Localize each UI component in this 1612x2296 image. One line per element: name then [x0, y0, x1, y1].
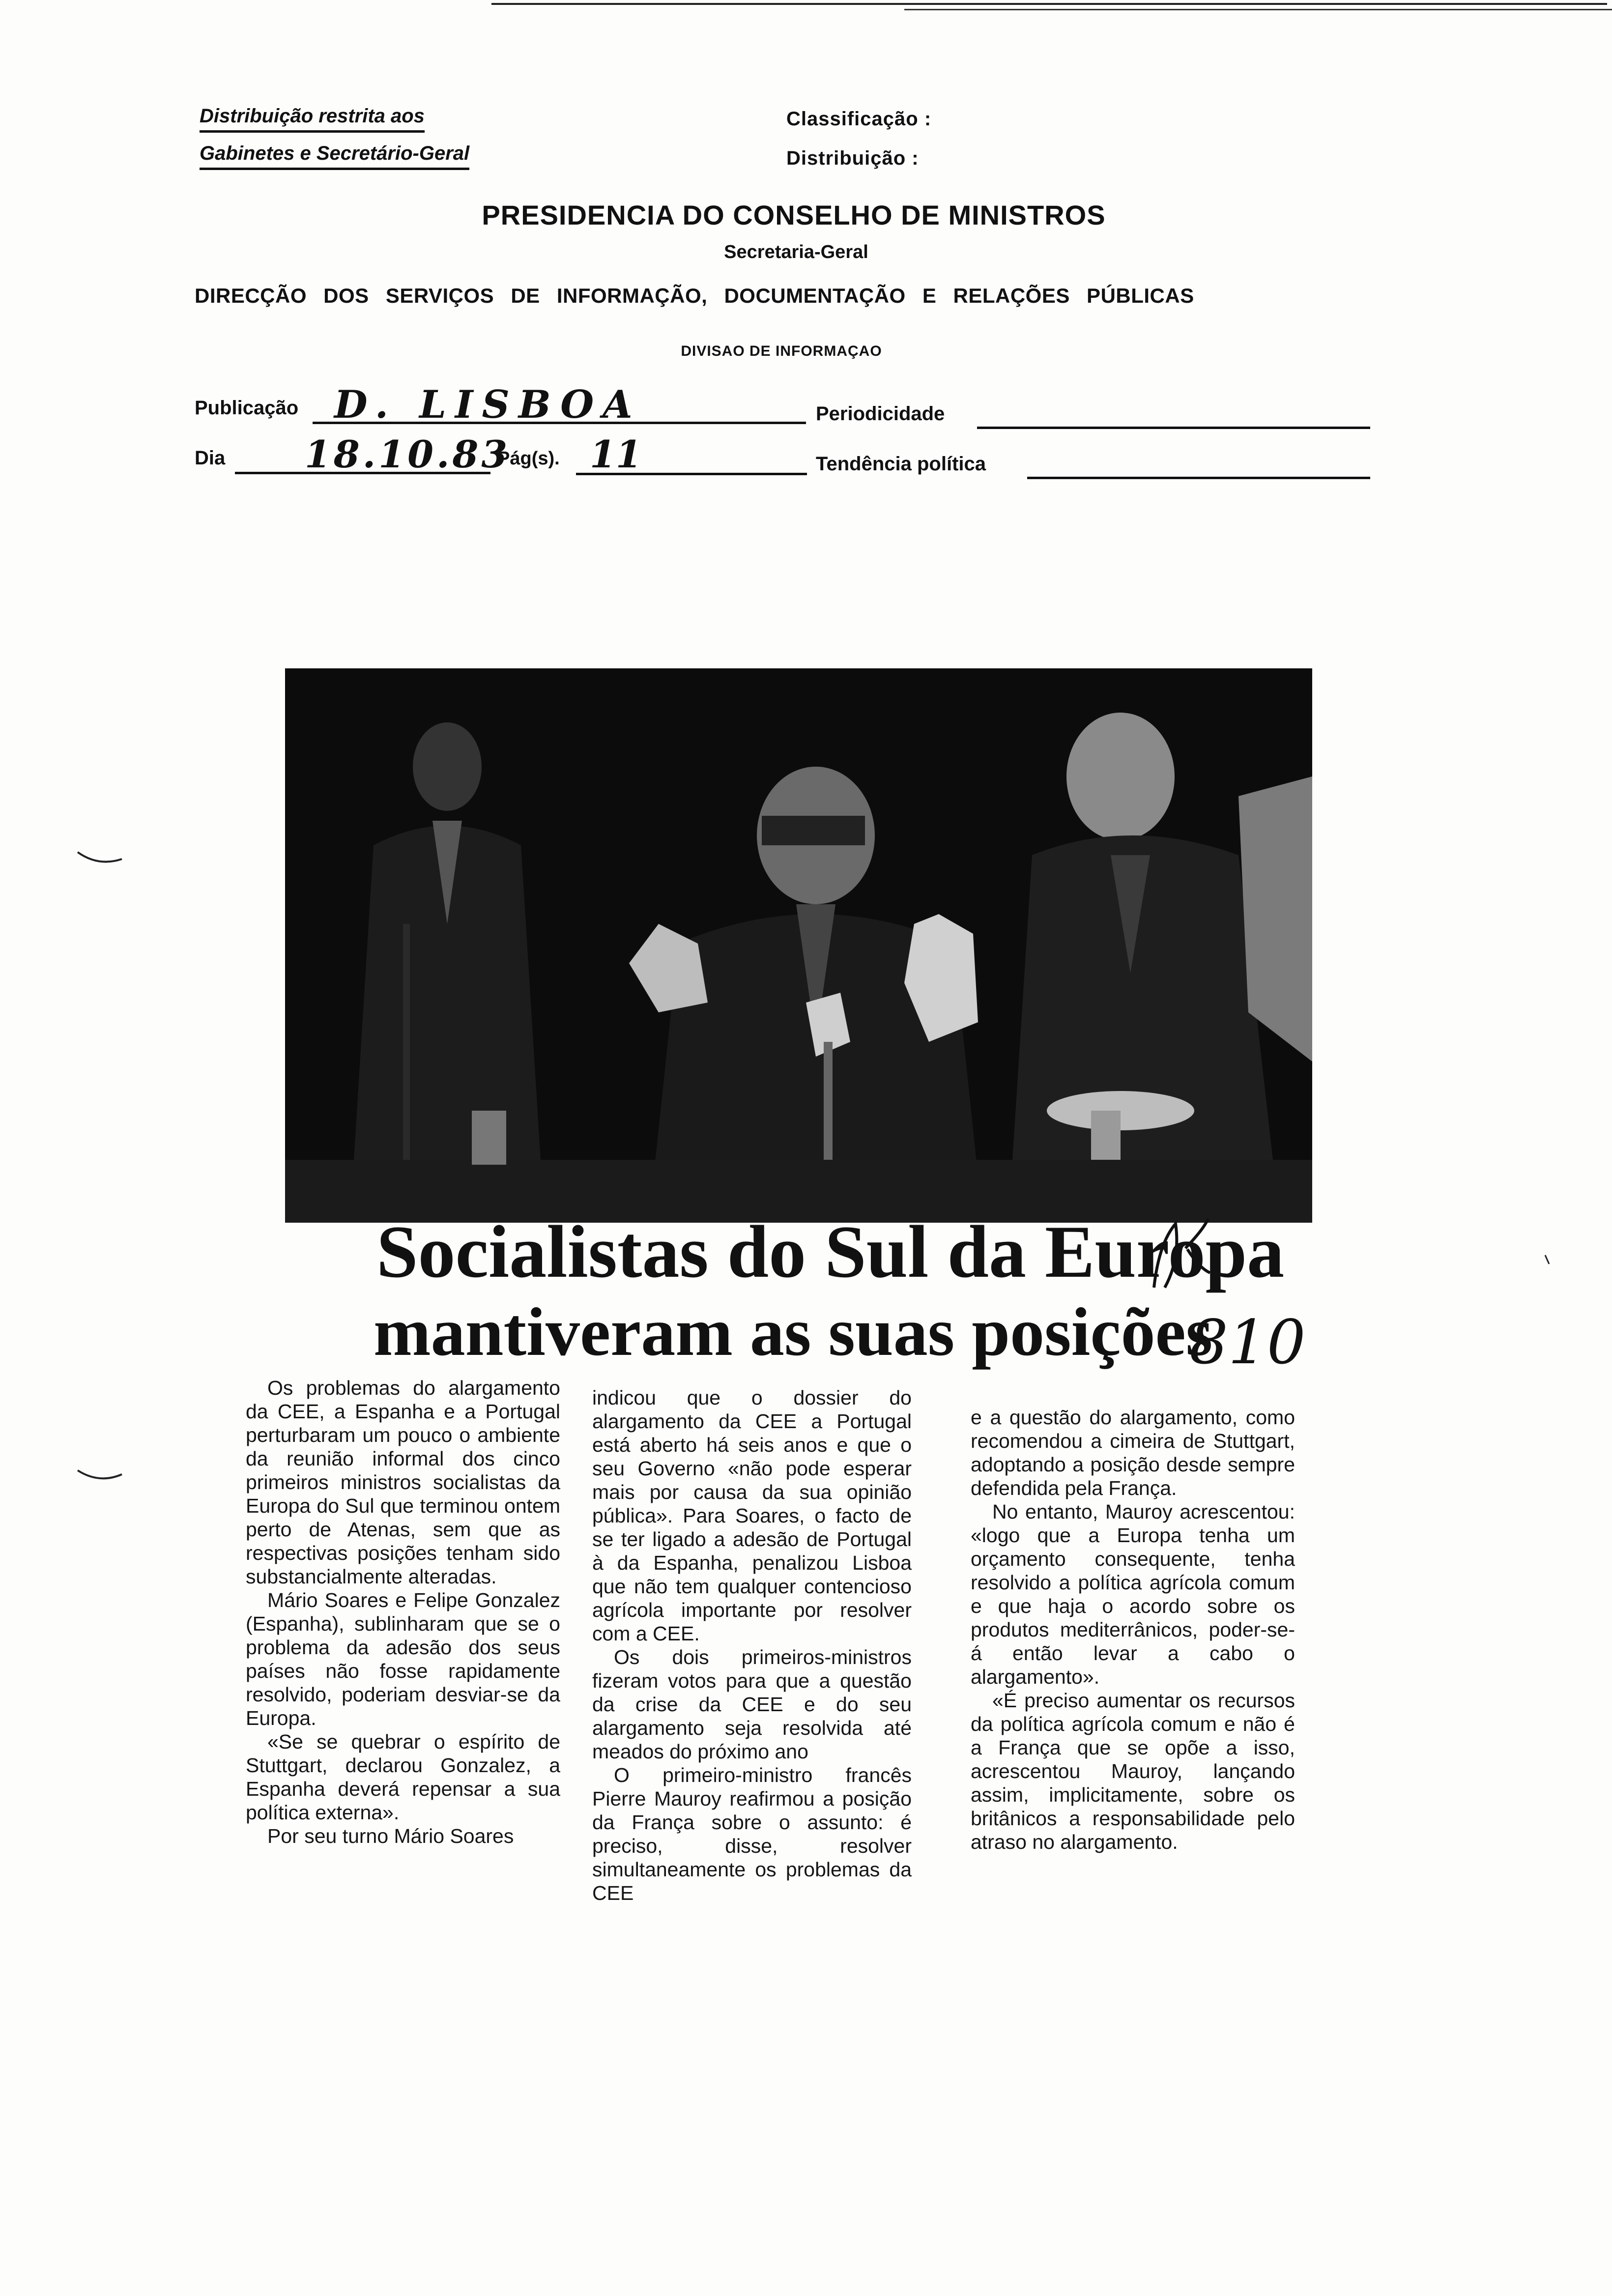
article-column-2	[592, 1386, 912, 1905]
distribution-note-line2: Gabinetes e Secretário-Geral	[200, 143, 469, 170]
handwritten-scribble	[1145, 1214, 1214, 1297]
ministry-title: PRESIDENCIA DO CONSELHO DE MINISTROS	[482, 200, 1106, 230]
publicacao-label: Publicação	[195, 397, 299, 419]
col2-paragraph-1: indicou que o dossier do alargamento da CEE a Portugal está aberto há seis anos e que o seu Governo «não pode esperar mais por causa da sua opinião pública». Para Soares, o facto de se ter ligado a adesão de Portugal à da Espanha, penalizou Lisboa que não tem qualquer contencioso agrícola importante por resolver com a CEE.	[592, 1386, 912, 1645]
news-photo	[285, 668, 1312, 1223]
headline-line2: mantiveram as suas posições	[374, 1294, 1213, 1370]
publicacao-handwritten: D. LISBOA	[334, 382, 641, 427]
tendencia-label: Tendência política	[816, 453, 986, 475]
division-title: DIVISAO DE INFORMAÇAO	[681, 343, 882, 359]
secretariat-title: Secretaria-Geral	[724, 242, 868, 262]
col2-paragraph-2: Os dois primeiros-ministros fizeram votos para que a questão da crise da CEE e do seu alargamento seja resolvida até meados do próximo ano	[592, 1646, 912, 1763]
headline-line1: Socialistas do Sul da Europa	[376, 1210, 1285, 1293]
article-column-1	[246, 1376, 560, 1848]
periodicidade-label: Periodicidade	[816, 403, 945, 425]
pag-handwritten: 11	[590, 432, 642, 476]
margin-scan-mark-1	[74, 845, 128, 875]
col3-paragraph-3: «É preciso aumentar os recursos da política agrícola comum e não é a França que se opõe a isso, acrescentou Mauroy, lançando assim, implicitamente, sobre os britânicos a responsabilidade pelo atraso no alargamento.	[971, 1689, 1295, 1853]
tendencia-line	[1027, 477, 1370, 479]
col2-paragraph-3: O primeiro-ministro francês Pierre Mauroy reafirmou a posição da França sobre o assunto: é preciso, disse, resolver simultaneamente os problemas da CEE	[592, 1764, 912, 1904]
article-column-3	[971, 1406, 1295, 1854]
col1-paragraph-4: Por seu turno Mário Soares	[267, 1825, 514, 1847]
periodicidade-line	[977, 427, 1370, 429]
col1-paragraph-2: Mário Soares e Felipe Gonzalez (Espanha), sublinharam que se o problema da adesão dos seus países não fosse rapidamente resolvido, poderiam desviar-se da Europa.	[246, 1589, 560, 1729]
col1-paragraph-1: Os problemas do alargamento da CEE, a Espanha e a Portugal perturbaram um pouco o ambiente da reunião informal dos cinco primeiros ministros socialistas da Europa do Sul que terminou ontem perto de Atenas, sem que as respectivas posições tenham sido substancialmente alteradas.	[246, 1377, 560, 1588]
col1-paragraph-3: «Se se quebrar o espírito de Stuttgart, declarou Gonzalez, a Espanha deverá repensar a sua política externa».	[246, 1730, 560, 1824]
col3-paragraph-1: e a questão do alargamento, como recomendou a cimeira de Stuttgart, adoptando a posição desde sempre defendida pela França.	[971, 1406, 1295, 1499]
margin-scan-mark-3	[1543, 1253, 1553, 1268]
directorate-title: DIRECÇÃO DOS SERVIÇOS DE INFORMAÇÃO, DOCUMENTAÇÃO E RELAÇÕES PÚBLICAS	[195, 284, 1194, 307]
classification-label: Classificação :	[786, 108, 932, 130]
pag-label: Pág(s).	[497, 448, 560, 469]
distribution-note-line1: Distribuição restrita aos	[200, 105, 425, 133]
distribution-label: Distribuição :	[786, 147, 919, 169]
scan-top-rule-2	[904, 9, 1612, 10]
margin-scan-mark-2	[74, 1464, 128, 1494]
dia-label: Dia	[195, 447, 226, 469]
headline-handwritten-mark: 810	[1189, 1307, 1306, 1378]
dia-handwritten: 18.10.83	[305, 432, 511, 476]
col3-paragraph-2: No entanto, Mauroy acrescentou: «logo que a Europa tenha um orçamento consequente, tenha resolvido a política agrícola comum e que haja o acordo sobre os produtos mediterrânicos, poder-se-á então levar a cabo o alargamento».	[971, 1500, 1295, 1688]
scan-top-rule	[491, 3, 1607, 5]
